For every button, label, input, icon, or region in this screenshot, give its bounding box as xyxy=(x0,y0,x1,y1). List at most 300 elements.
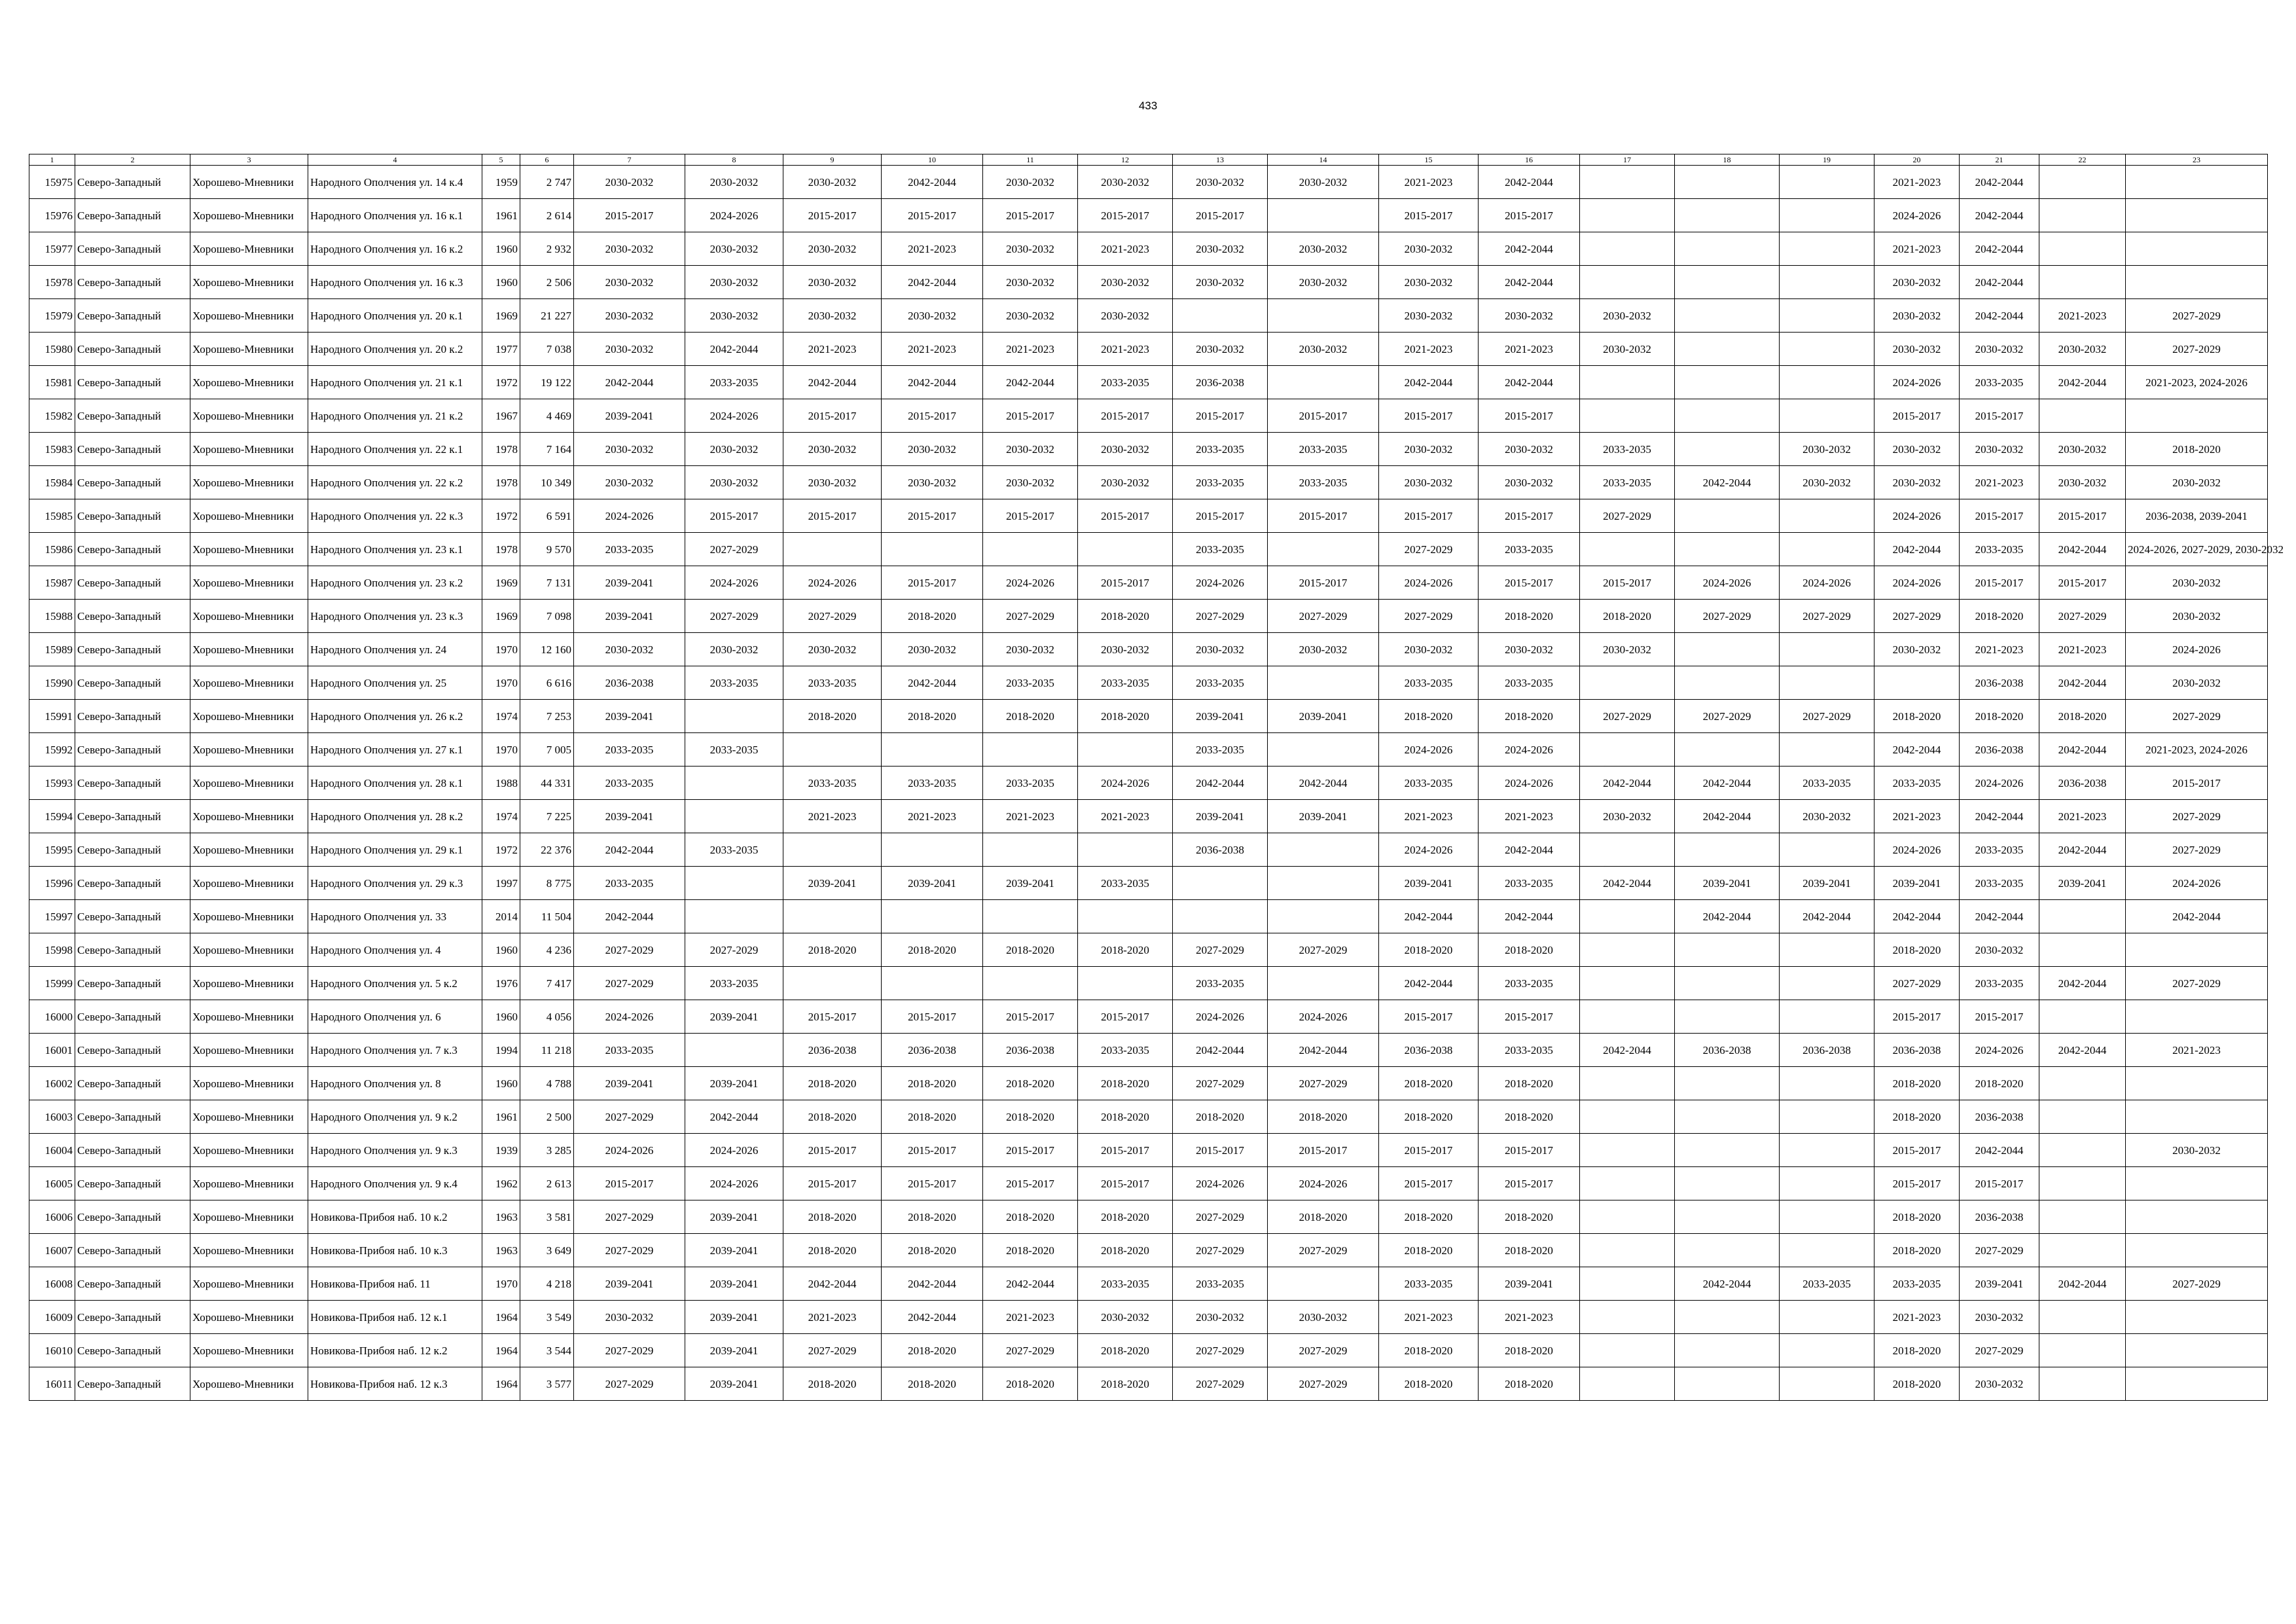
cell-period-13: 2018-2020 xyxy=(1173,1100,1268,1134)
cell-period-14 xyxy=(1268,900,1379,933)
cell-period-16: 2042-2044 xyxy=(1479,166,1580,199)
cell-period-7: 2039-2041 xyxy=(574,1067,685,1100)
cell-period-18: 2036-2038 xyxy=(1675,1034,1780,1067)
cell-period-20: 2024-2026 xyxy=(1874,566,1960,600)
cell-period-23: 2027-2029 xyxy=(2126,800,2268,833)
cell-period-21: 2018-2020 xyxy=(1960,600,2039,633)
cell-period-8 xyxy=(685,700,783,733)
cell-period-20: 2027-2029 xyxy=(1874,967,1960,1000)
cell-period-12: 2018-2020 xyxy=(1078,1367,1173,1401)
column-number-18: 18 xyxy=(1675,154,1780,166)
cell-period-11: 2030-2032 xyxy=(983,466,1078,499)
cell-address: Народного Ополчения ул. 16 к.1 xyxy=(308,199,482,232)
cell-okrug: Северо-Западный xyxy=(75,333,190,366)
cell-period-9: 2021-2023 xyxy=(783,1301,882,1334)
cell-district: Хорошево-Мневники xyxy=(190,600,308,633)
cell-period-8 xyxy=(685,800,783,833)
cell-okrug: Северо-Западный xyxy=(75,733,190,767)
table-row xyxy=(29,1334,2268,1367)
cell-period-13: 2027-2029 xyxy=(1173,1067,1268,1100)
cell-period-21: 2021-2023 xyxy=(1960,633,2039,666)
cell-period-17 xyxy=(1580,266,1675,299)
cell-period-21: 2015-2017 xyxy=(1960,566,2039,600)
cell-okrug: Северо-Западный xyxy=(75,399,190,433)
cell-period-20: 2024-2026 xyxy=(1874,499,1960,533)
cell-area: 22 376 xyxy=(520,833,574,867)
cell-period-16: 2024-2026 xyxy=(1479,733,1580,767)
cell-area: 4 218 xyxy=(520,1267,574,1301)
cell-period-22: 2042-2044 xyxy=(2039,1034,2126,1067)
cell-area: 4 469 xyxy=(520,399,574,433)
cell-build-year: 1969 xyxy=(482,566,520,600)
cell-period-10: 2015-2017 xyxy=(882,566,983,600)
cell-period-20: 2030-2032 xyxy=(1874,633,1960,666)
column-number-4: 4 xyxy=(308,154,482,166)
cell-period-12 xyxy=(1078,833,1173,867)
cell-period-9 xyxy=(783,533,882,566)
cell-period-13: 2033-2035 xyxy=(1173,466,1268,499)
cell-district: Хорошево-Мневники xyxy=(190,767,308,800)
cell-period-14: 2039-2041 xyxy=(1268,700,1379,733)
column-number-1: 1 xyxy=(29,154,75,166)
cell-okrug: Северо-Западный xyxy=(75,1000,190,1034)
cell-period-13: 2015-2017 xyxy=(1173,1134,1268,1167)
cell-area: 2 747 xyxy=(520,166,574,199)
cell-district: Хорошево-Мневники xyxy=(190,533,308,566)
cell-address: Народного Ополчения ул. 20 к.1 xyxy=(308,299,482,333)
cell-period-20: 2024-2026 xyxy=(1874,199,1960,232)
cell-period-9: 2018-2020 xyxy=(783,1067,882,1100)
column-number-16: 16 xyxy=(1479,154,1580,166)
cell-period-10: 2039-2041 xyxy=(882,867,983,900)
cell-period-20: 2018-2020 xyxy=(1874,1200,1960,1234)
cell-period-22 xyxy=(2039,199,2126,232)
cell-period-15: 2021-2023 xyxy=(1379,166,1479,199)
cell-period-10: 2015-2017 xyxy=(882,399,983,433)
cell-build-year: 1961 xyxy=(482,199,520,232)
cell-period-16: 2042-2044 xyxy=(1479,366,1580,399)
cell-record-id: 15975 xyxy=(29,166,75,199)
cell-period-22 xyxy=(2039,1134,2126,1167)
table-row xyxy=(29,967,2268,1000)
cell-period-7: 2030-2032 xyxy=(574,433,685,466)
cell-address: Народного Ополчения ул. 22 к.1 xyxy=(308,433,482,466)
cell-period-12: 2030-2032 xyxy=(1078,266,1173,299)
cell-district: Хорошево-Мневники xyxy=(190,1134,308,1167)
cell-build-year: 1976 xyxy=(482,967,520,1000)
cell-period-20: 2030-2032 xyxy=(1874,299,1960,333)
cell-period-20: 2021-2023 xyxy=(1874,232,1960,266)
cell-period-10: 2030-2032 xyxy=(882,299,983,333)
cell-period-23: 2015-2017 xyxy=(2126,767,2268,800)
cell-build-year: 1972 xyxy=(482,499,520,533)
cell-record-id: 16009 xyxy=(29,1301,75,1334)
cell-period-7: 2033-2035 xyxy=(574,733,685,767)
cell-record-id: 16005 xyxy=(29,1167,75,1200)
cell-area: 3 581 xyxy=(520,1200,574,1234)
cell-period-19 xyxy=(1780,1100,1874,1134)
cell-record-id: 15982 xyxy=(29,399,75,433)
cell-district: Хорошево-Мневники xyxy=(190,1234,308,1267)
cell-period-17 xyxy=(1580,666,1675,700)
cell-build-year: 1970 xyxy=(482,633,520,666)
cell-period-23: 2030-2032 xyxy=(2126,466,2268,499)
cell-okrug: Северо-Западный xyxy=(75,1367,190,1401)
cell-record-id: 16010 xyxy=(29,1334,75,1367)
cell-period-16: 2018-2020 xyxy=(1479,1334,1580,1367)
cell-period-19 xyxy=(1780,399,1874,433)
cell-period-8: 2039-2041 xyxy=(685,1000,783,1034)
cell-area: 6 616 xyxy=(520,666,574,700)
column-number-9: 9 xyxy=(783,154,882,166)
cell-period-12: 2018-2020 xyxy=(1078,1100,1173,1134)
cell-period-21: 2015-2017 xyxy=(1960,399,2039,433)
cell-period-19 xyxy=(1780,232,1874,266)
cell-period-15: 2030-2032 xyxy=(1379,433,1479,466)
cell-period-19 xyxy=(1780,1367,1874,1401)
cell-period-18 xyxy=(1675,266,1780,299)
cell-period-22: 2030-2032 xyxy=(2039,466,2126,499)
cell-period-8: 2039-2041 xyxy=(685,1334,783,1367)
cell-period-15: 2018-2020 xyxy=(1379,1334,1479,1367)
column-number-21: 21 xyxy=(1960,154,2039,166)
cell-okrug: Северо-Западный xyxy=(75,199,190,232)
cell-period-11 xyxy=(983,900,1078,933)
cell-area: 3 549 xyxy=(520,1301,574,1334)
cell-area: 7 131 xyxy=(520,566,574,600)
cell-period-11: 2018-2020 xyxy=(983,1100,1078,1134)
cell-period-21: 2033-2035 xyxy=(1960,967,2039,1000)
cell-period-9: 2018-2020 xyxy=(783,1200,882,1234)
table-row xyxy=(29,1367,2268,1401)
cell-period-14: 2030-2032 xyxy=(1268,232,1379,266)
cell-period-14: 2039-2041 xyxy=(1268,800,1379,833)
cell-period-10: 2021-2023 xyxy=(882,800,983,833)
cell-period-13: 2039-2041 xyxy=(1173,700,1268,733)
cell-period-13: 2036-2038 xyxy=(1173,366,1268,399)
cell-period-14: 2030-2032 xyxy=(1268,1301,1379,1334)
cell-district: Хорошево-Мневники xyxy=(190,933,308,967)
cell-period-19: 2030-2032 xyxy=(1780,800,1874,833)
cell-period-12: 2015-2017 xyxy=(1078,1134,1173,1167)
cell-period-9: 2018-2020 xyxy=(783,1100,882,1134)
cell-period-22: 2042-2044 xyxy=(2039,366,2126,399)
table-row xyxy=(29,333,2268,366)
cell-period-19 xyxy=(1780,733,1874,767)
cell-period-11: 2039-2041 xyxy=(983,867,1078,900)
cell-period-21: 2015-2017 xyxy=(1960,1000,2039,1034)
cell-period-18: 2042-2044 xyxy=(1675,800,1780,833)
cell-record-id: 15985 xyxy=(29,499,75,533)
repair-schedule-table xyxy=(29,154,2284,1401)
cell-period-9: 2015-2017 xyxy=(783,1134,882,1167)
cell-address: Народного Ополчения ул. 23 к.2 xyxy=(308,566,482,600)
cell-period-11: 2030-2032 xyxy=(983,266,1078,299)
cell-area: 2 932 xyxy=(520,232,574,266)
cell-period-7: 2015-2017 xyxy=(574,1167,685,1200)
cell-period-9: 2042-2044 xyxy=(783,1267,882,1301)
cell-period-23: 2021-2023, 2024-2026 xyxy=(2126,733,2268,767)
cell-period-7: 2024-2026 xyxy=(574,499,685,533)
cell-period-16: 2033-2035 xyxy=(1479,867,1580,900)
cell-build-year: 1972 xyxy=(482,366,520,399)
cell-okrug: Северо-Западный xyxy=(75,800,190,833)
cell-period-9 xyxy=(783,833,882,867)
cell-period-16: 2015-2017 xyxy=(1479,1000,1580,1034)
cell-period-21: 2027-2029 xyxy=(1960,1334,2039,1367)
cell-period-20: 2042-2044 xyxy=(1874,900,1960,933)
cell-period-17: 2042-2044 xyxy=(1580,1034,1675,1067)
cell-period-22: 2042-2044 xyxy=(2039,733,2126,767)
cell-period-14 xyxy=(1268,833,1379,867)
cell-period-11: 2030-2032 xyxy=(983,166,1078,199)
table-row xyxy=(29,833,2268,867)
cell-period-19 xyxy=(1780,633,1874,666)
cell-build-year: 1969 xyxy=(482,600,520,633)
cell-period-9: 2030-2032 xyxy=(783,166,882,199)
cell-address: Народного Ополчения ул. 21 к.2 xyxy=(308,399,482,433)
cell-period-14: 2024-2026 xyxy=(1268,1000,1379,1034)
cell-okrug: Северо-Западный xyxy=(75,366,190,399)
cell-period-17 xyxy=(1580,199,1675,232)
cell-period-13: 2027-2029 xyxy=(1173,1200,1268,1234)
cell-build-year: 2014 xyxy=(482,900,520,933)
table-row xyxy=(29,1267,2268,1301)
cell-area: 2 613 xyxy=(520,1167,574,1200)
cell-period-20: 2021-2023 xyxy=(1874,1301,1960,1334)
cell-period-12: 2030-2032 xyxy=(1078,466,1173,499)
cell-period-14: 2027-2029 xyxy=(1268,1067,1379,1100)
cell-period-13: 2030-2032 xyxy=(1173,232,1268,266)
cell-period-19 xyxy=(1780,166,1874,199)
cell-address: Народного Ополчения ул. 16 к.2 xyxy=(308,232,482,266)
cell-district: Хорошево-Мневники xyxy=(190,566,308,600)
cell-period-15: 2030-2032 xyxy=(1379,232,1479,266)
cell-period-15: 2015-2017 xyxy=(1379,1134,1479,1167)
cell-build-year: 1970 xyxy=(482,1267,520,1301)
cell-address: Народного Ополчения ул. 22 к.2 xyxy=(308,466,482,499)
cell-build-year: 1960 xyxy=(482,232,520,266)
cell-okrug: Северо-Западный xyxy=(75,1301,190,1334)
cell-area: 11 218 xyxy=(520,1034,574,1067)
cell-okrug: Северо-Западный xyxy=(75,767,190,800)
cell-period-11: 2042-2044 xyxy=(983,1267,1078,1301)
cell-period-7: 2042-2044 xyxy=(574,900,685,933)
cell-period-14: 2027-2029 xyxy=(1268,600,1379,633)
cell-period-14 xyxy=(1268,533,1379,566)
cell-period-15: 2018-2020 xyxy=(1379,1067,1479,1100)
table-row xyxy=(29,199,2268,232)
cell-period-16: 2018-2020 xyxy=(1479,1100,1580,1134)
cell-period-17 xyxy=(1580,1367,1675,1401)
cell-period-15: 2030-2032 xyxy=(1379,299,1479,333)
table-row xyxy=(29,1200,2268,1234)
cell-period-14: 2027-2029 xyxy=(1268,1367,1379,1401)
cell-period-12: 2033-2035 xyxy=(1078,366,1173,399)
cell-period-12 xyxy=(1078,900,1173,933)
cell-period-17 xyxy=(1580,967,1675,1000)
cell-period-18 xyxy=(1675,1234,1780,1267)
cell-period-11 xyxy=(983,833,1078,867)
cell-period-8: 2039-2041 xyxy=(685,1301,783,1334)
cell-period-10: 2015-2017 xyxy=(882,199,983,232)
cell-period-8: 2024-2026 xyxy=(685,1167,783,1200)
cell-period-23 xyxy=(2126,266,2268,299)
cell-build-year: 1997 xyxy=(482,867,520,900)
cell-period-21: 2030-2032 xyxy=(1960,333,2039,366)
cell-district: Хорошево-Мневники xyxy=(190,800,308,833)
cell-period-13: 2027-2029 xyxy=(1173,1367,1268,1401)
cell-period-12: 2018-2020 xyxy=(1078,1334,1173,1367)
cell-area: 2 614 xyxy=(520,199,574,232)
cell-period-8 xyxy=(685,900,783,933)
cell-period-10: 2042-2044 xyxy=(882,1301,983,1334)
cell-period-9: 2018-2020 xyxy=(783,700,882,733)
cell-period-10: 2018-2020 xyxy=(882,933,983,967)
cell-period-16: 2021-2023 xyxy=(1479,1301,1580,1334)
cell-period-7: 2027-2029 xyxy=(574,1100,685,1134)
cell-period-21: 2042-2044 xyxy=(1960,266,2039,299)
cell-period-18 xyxy=(1675,1334,1780,1367)
cell-period-7: 2027-2029 xyxy=(574,933,685,967)
cell-period-20: 2024-2026 xyxy=(1874,366,1960,399)
cell-period-11: 2015-2017 xyxy=(983,1167,1078,1200)
table-row xyxy=(29,767,2268,800)
cell-period-10 xyxy=(882,900,983,933)
cell-period-22 xyxy=(2039,1334,2126,1367)
cell-period-20: 2033-2035 xyxy=(1874,767,1960,800)
table-row xyxy=(29,933,2268,967)
cell-period-21: 2027-2029 xyxy=(1960,1234,2039,1267)
table-row xyxy=(29,232,2268,266)
cell-period-14: 2033-2035 xyxy=(1268,466,1379,499)
cell-period-7: 2027-2029 xyxy=(574,967,685,1000)
cell-district: Хорошево-Мневники xyxy=(190,1301,308,1334)
cell-period-13: 2030-2032 xyxy=(1173,1301,1268,1334)
cell-period-16: 2033-2035 xyxy=(1479,1034,1580,1067)
cell-period-19 xyxy=(1780,266,1874,299)
cell-period-17 xyxy=(1580,900,1675,933)
cell-period-15: 2033-2035 xyxy=(1379,1267,1479,1301)
cell-record-id: 16002 xyxy=(29,1067,75,1100)
cell-okrug: Северо-Западный xyxy=(75,633,190,666)
cell-build-year: 1977 xyxy=(482,333,520,366)
cell-record-id: 15976 xyxy=(29,199,75,232)
cell-period-12: 2033-2035 xyxy=(1078,666,1173,700)
cell-period-17 xyxy=(1580,232,1675,266)
cell-period-22 xyxy=(2039,1234,2126,1267)
cell-period-14: 2015-2017 xyxy=(1268,1134,1379,1167)
cell-area: 7 225 xyxy=(520,800,574,833)
cell-period-23 xyxy=(2126,166,2268,199)
cell-period-8: 2024-2026 xyxy=(685,199,783,232)
cell-period-15: 2027-2029 xyxy=(1379,533,1479,566)
cell-period-11: 2033-2035 xyxy=(983,767,1078,800)
cell-period-21: 2033-2035 xyxy=(1960,833,2039,867)
cell-build-year: 1969 xyxy=(482,299,520,333)
cell-period-11: 2030-2032 xyxy=(983,299,1078,333)
cell-period-13: 2033-2035 xyxy=(1173,733,1268,767)
cell-district: Хорошево-Мневники xyxy=(190,1167,308,1200)
cell-period-19: 2033-2035 xyxy=(1780,1267,1874,1301)
cell-build-year: 1961 xyxy=(482,1100,520,1134)
cell-period-20: 2033-2035 xyxy=(1874,1267,1960,1301)
cell-period-9: 2036-2038 xyxy=(783,1034,882,1067)
cell-okrug: Северо-Западный xyxy=(75,700,190,733)
table-row xyxy=(29,900,2268,933)
cell-district: Хорошево-Мневники xyxy=(190,1367,308,1401)
cell-period-16: 2018-2020 xyxy=(1479,1234,1580,1267)
cell-period-12: 2021-2023 xyxy=(1078,800,1173,833)
cell-period-20: 2015-2017 xyxy=(1874,399,1960,433)
cell-period-15: 2024-2026 xyxy=(1379,833,1479,867)
cell-period-21: 2042-2044 xyxy=(1960,1134,2039,1167)
cell-period-14 xyxy=(1268,199,1379,232)
cell-okrug: Северо-Западный xyxy=(75,1267,190,1301)
cell-district: Хорошево-Мневники xyxy=(190,833,308,867)
cell-period-14: 2018-2020 xyxy=(1268,1200,1379,1234)
cell-period-8: 2027-2029 xyxy=(685,933,783,967)
cell-period-19: 2039-2041 xyxy=(1780,867,1874,900)
cell-period-13: 2030-2032 xyxy=(1173,266,1268,299)
cell-period-14: 2027-2029 xyxy=(1268,933,1379,967)
cell-period-18 xyxy=(1675,1367,1780,1401)
cell-period-15: 2015-2017 xyxy=(1379,399,1479,433)
cell-period-21: 2033-2035 xyxy=(1960,533,2039,566)
cell-period-8: 2024-2026 xyxy=(685,399,783,433)
cell-period-8: 2033-2035 xyxy=(685,666,783,700)
cell-period-16: 2018-2020 xyxy=(1479,933,1580,967)
cell-period-18: 2024-2026 xyxy=(1675,566,1780,600)
cell-period-14: 2033-2035 xyxy=(1268,433,1379,466)
cell-period-10 xyxy=(882,533,983,566)
column-number-8: 8 xyxy=(685,154,783,166)
cell-period-15: 2042-2044 xyxy=(1379,967,1479,1000)
cell-period-19 xyxy=(1780,1067,1874,1100)
cell-district: Хорошево-Мневники xyxy=(190,867,308,900)
cell-period-9: 2027-2029 xyxy=(783,600,882,633)
cell-period-13: 2027-2029 xyxy=(1173,1334,1268,1367)
cell-period-19: 2030-2032 xyxy=(1780,433,1874,466)
cell-period-9: 2015-2017 xyxy=(783,1167,882,1200)
cell-period-9 xyxy=(783,900,882,933)
cell-district: Хорошево-Мневники xyxy=(190,199,308,232)
cell-period-8: 2033-2035 xyxy=(685,733,783,767)
cell-okrug: Северо-Западный xyxy=(75,433,190,466)
cell-period-15: 2021-2023 xyxy=(1379,800,1479,833)
cell-period-19: 2024-2026 xyxy=(1780,566,1874,600)
cell-period-10: 2018-2020 xyxy=(882,700,983,733)
cell-period-15: 2018-2020 xyxy=(1379,1367,1479,1401)
cell-build-year: 1967 xyxy=(482,399,520,433)
cell-period-14 xyxy=(1268,1267,1379,1301)
cell-period-14: 2030-2032 xyxy=(1268,333,1379,366)
cell-period-7: 2024-2026 xyxy=(574,1134,685,1167)
cell-address: Народного Ополчения ул. 16 к.3 xyxy=(308,266,482,299)
cell-period-13: 2042-2044 xyxy=(1173,767,1268,800)
cell-period-15: 2024-2026 xyxy=(1379,566,1479,600)
cell-period-15: 2018-2020 xyxy=(1379,933,1479,967)
cell-period-16: 2033-2035 xyxy=(1479,533,1580,566)
cell-period-9: 2021-2023 xyxy=(783,800,882,833)
cell-period-7: 2030-2032 xyxy=(574,299,685,333)
cell-period-21: 2015-2017 xyxy=(1960,1167,2039,1200)
cell-period-17 xyxy=(1580,733,1675,767)
cell-build-year: 1978 xyxy=(482,466,520,499)
cell-okrug: Северо-Западный xyxy=(75,1200,190,1234)
cell-period-8: 2030-2032 xyxy=(685,466,783,499)
cell-period-9: 2030-2032 xyxy=(783,299,882,333)
